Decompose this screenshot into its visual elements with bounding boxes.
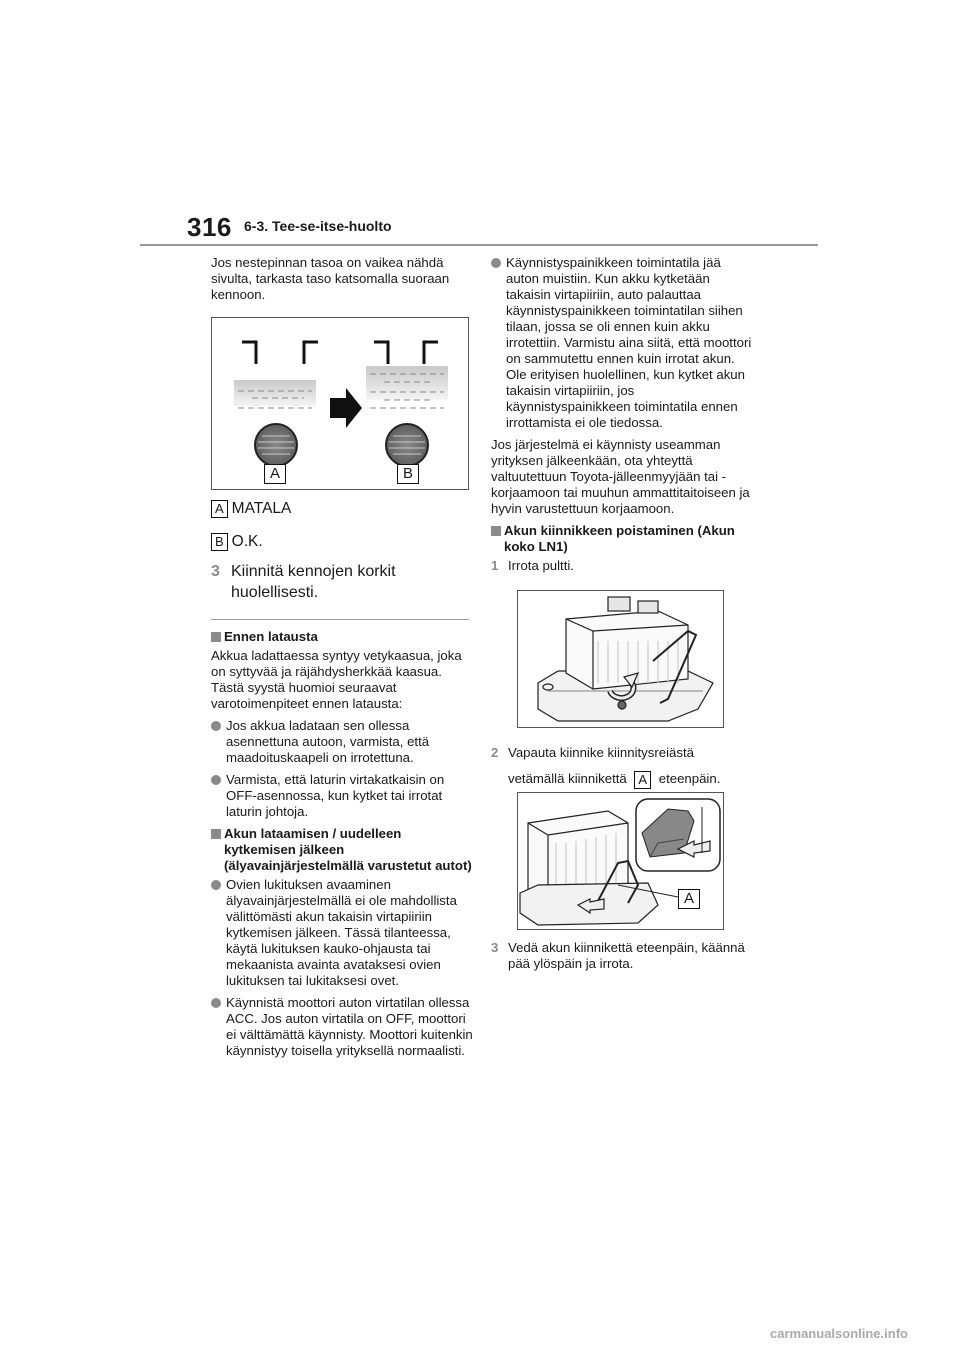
circle-bullet-icon: [491, 258, 501, 268]
right-notes: [491, 255, 753, 580]
zoom-inset: [636, 799, 720, 871]
step-number: 2: [491, 745, 499, 760]
bullet-text: Jos akkua ladataan sen ollessa asennettuna autoon, varmista, että maadoituskaapeli on irrotettuna.: [226, 718, 430, 765]
bullet-text: Varmista, että laturin virtakatkaisin on OFF-asennossa, kun kytket tai irrotat laturin johtoja.: [226, 772, 445, 819]
removal-step-3: [491, 940, 753, 978]
level-ok-cell: [366, 342, 448, 466]
legend-ok-text: O.K.: [231, 533, 263, 550]
watermark: carmanualsonline.info: [770, 1326, 908, 1341]
figure-label-b: B: [397, 464, 419, 484]
circle-bullet-icon: [211, 721, 221, 731]
before-bullet-2: [211, 772, 473, 820]
right-bullet-1: [491, 255, 753, 431]
electrolyte-level-illustration: [212, 318, 468, 489]
intro-text: Jos nestepinnan tasoa on vaikea nähdä sivulta, tarkasta taso katsomalla suoraan kennoon.: [211, 255, 450, 302]
header-rule: [140, 244, 818, 246]
step-text-a: Vapauta kiinnike kiinnitysreiästä vetämällä kiinnikettä: [508, 745, 694, 786]
before-charging-text: Akkua ladattaessa syntyy vetykaasua, joka on syttyvää ja räjähdysherkkää kaasua. Tästä syystä huomioi seuraavat varotoimenpiteet ennen latausta:: [211, 648, 462, 711]
circle-bullet-icon: [211, 775, 221, 785]
square-bullet-icon: [211, 829, 221, 839]
dealer-contact-text: Jos järjestelmä ei käynnisty useamman yrityksen jälkeenkään, ota yhteyttä valtuutettuun Toyota-jälleenmyyjään tai -korjaamoon tai muuhun ammattitaitoiseen ja hyvin varustettuun korjaamoon.: [491, 437, 750, 516]
legend-tag-b: B: [211, 533, 228, 551]
step-text-b: eteenpäin.: [658, 771, 721, 786]
electrolyte-level-figure: [211, 317, 469, 490]
square-bullet-icon: [491, 526, 501, 536]
legend-low: [211, 500, 291, 518]
left-notes: [211, 625, 473, 1065]
inline-tag-a: A: [634, 771, 651, 789]
battery-bolt-illustration: [518, 591, 723, 727]
legend-low-text: MATALA: [231, 500, 292, 517]
step-3-caps: [211, 561, 467, 603]
left-intro: [211, 255, 469, 309]
page-number: 316: [187, 212, 232, 242]
removal-step-1: [491, 558, 753, 574]
bullet-text: Ovien lukituksen avaaminen älyavainjärjestelmällä ei ole mahdollista välittömästi akun takaisin virtapiiriin kytkemisen jälkeen. Tässä tilanteessa, käytä lukituksen kauko-ohjausta tai mekaanista avainta avataksesi ovien lukituksen tai lukitaksesi ovet.: [226, 877, 457, 988]
pull-bracket-figure: [517, 792, 724, 930]
after-charging-heading: [211, 826, 473, 874]
step-3-body: [491, 940, 753, 972]
arrow-right-icon: [330, 388, 362, 428]
circle-bullet-icon: [211, 998, 221, 1008]
level-low-cell: [234, 342, 318, 466]
removal-step-2: [491, 740, 753, 798]
step-number: 1: [491, 558, 499, 573]
figure-label-a: A: [678, 889, 700, 909]
section-title: 6-3. Tee-se-itse-huolto: [244, 218, 392, 234]
bullet-text: Käynnistä moottori auton virtatilan ollessa ACC. Jos auton virtatila on OFF, moottori ei välttämättä käynnisty. Moottori kuitenkin käynnistyy toisella yrityksellä normaalisti.: [226, 995, 473, 1058]
bracket-removal-heading: [491, 523, 753, 555]
circle-bullet-icon: [211, 880, 221, 890]
step-number: 3: [211, 563, 220, 580]
figure-label-a: A: [264, 464, 286, 484]
before-charging-heading: [211, 629, 473, 645]
legend-tag-a: A: [211, 500, 228, 518]
step-number: 3: [491, 940, 499, 955]
step-2-body: [491, 740, 753, 792]
step-text: Kiinnitä kennojen korkit huolellisesti.: [231, 563, 396, 601]
step-text: Irrota pultti.: [508, 558, 574, 573]
heading-text: Ennen latausta: [224, 629, 318, 644]
heading-text: Akun lataamisen / uudelleen kytkemisen jälkeen (älyavainjärjestelmällä varustetut autot): [224, 826, 472, 873]
heading-text: Akun kiinnikkeen poistaminen (Akun koko LN1): [504, 523, 735, 554]
after-bullet-1: [211, 877, 473, 989]
remove-bolt-figure: [517, 590, 724, 728]
section-divider: [211, 619, 469, 620]
before-bullet-1: [211, 718, 473, 766]
step-text: Vedä akun kiinnikettä eteenpäin, käännä pää ylöspäin ja irrota.: [508, 940, 745, 971]
legend-ok: [211, 533, 263, 551]
after-bullet-2: [211, 995, 473, 1059]
bullet-text: Käynnistyspainikkeen toimintatila jää auton muistiin. Kun akku kytketään takaisin virtapiiriin, auto palauttaa käynnistyspainikkeen toimintatilan siihen tilaan, jossa se oli ennen kuin akku irrotettiin. Varmistu aina siitä, että moottori on sammutettu ennen kuin irrotat akun. Ole erityisen huolellinen, kun kytket akun takaisin virtapiiriin, jos käynnistyspainikkeen toimintatila ennen irrottamista ei ole tiedossa.: [506, 255, 752, 430]
square-bullet-icon: [211, 632, 221, 642]
